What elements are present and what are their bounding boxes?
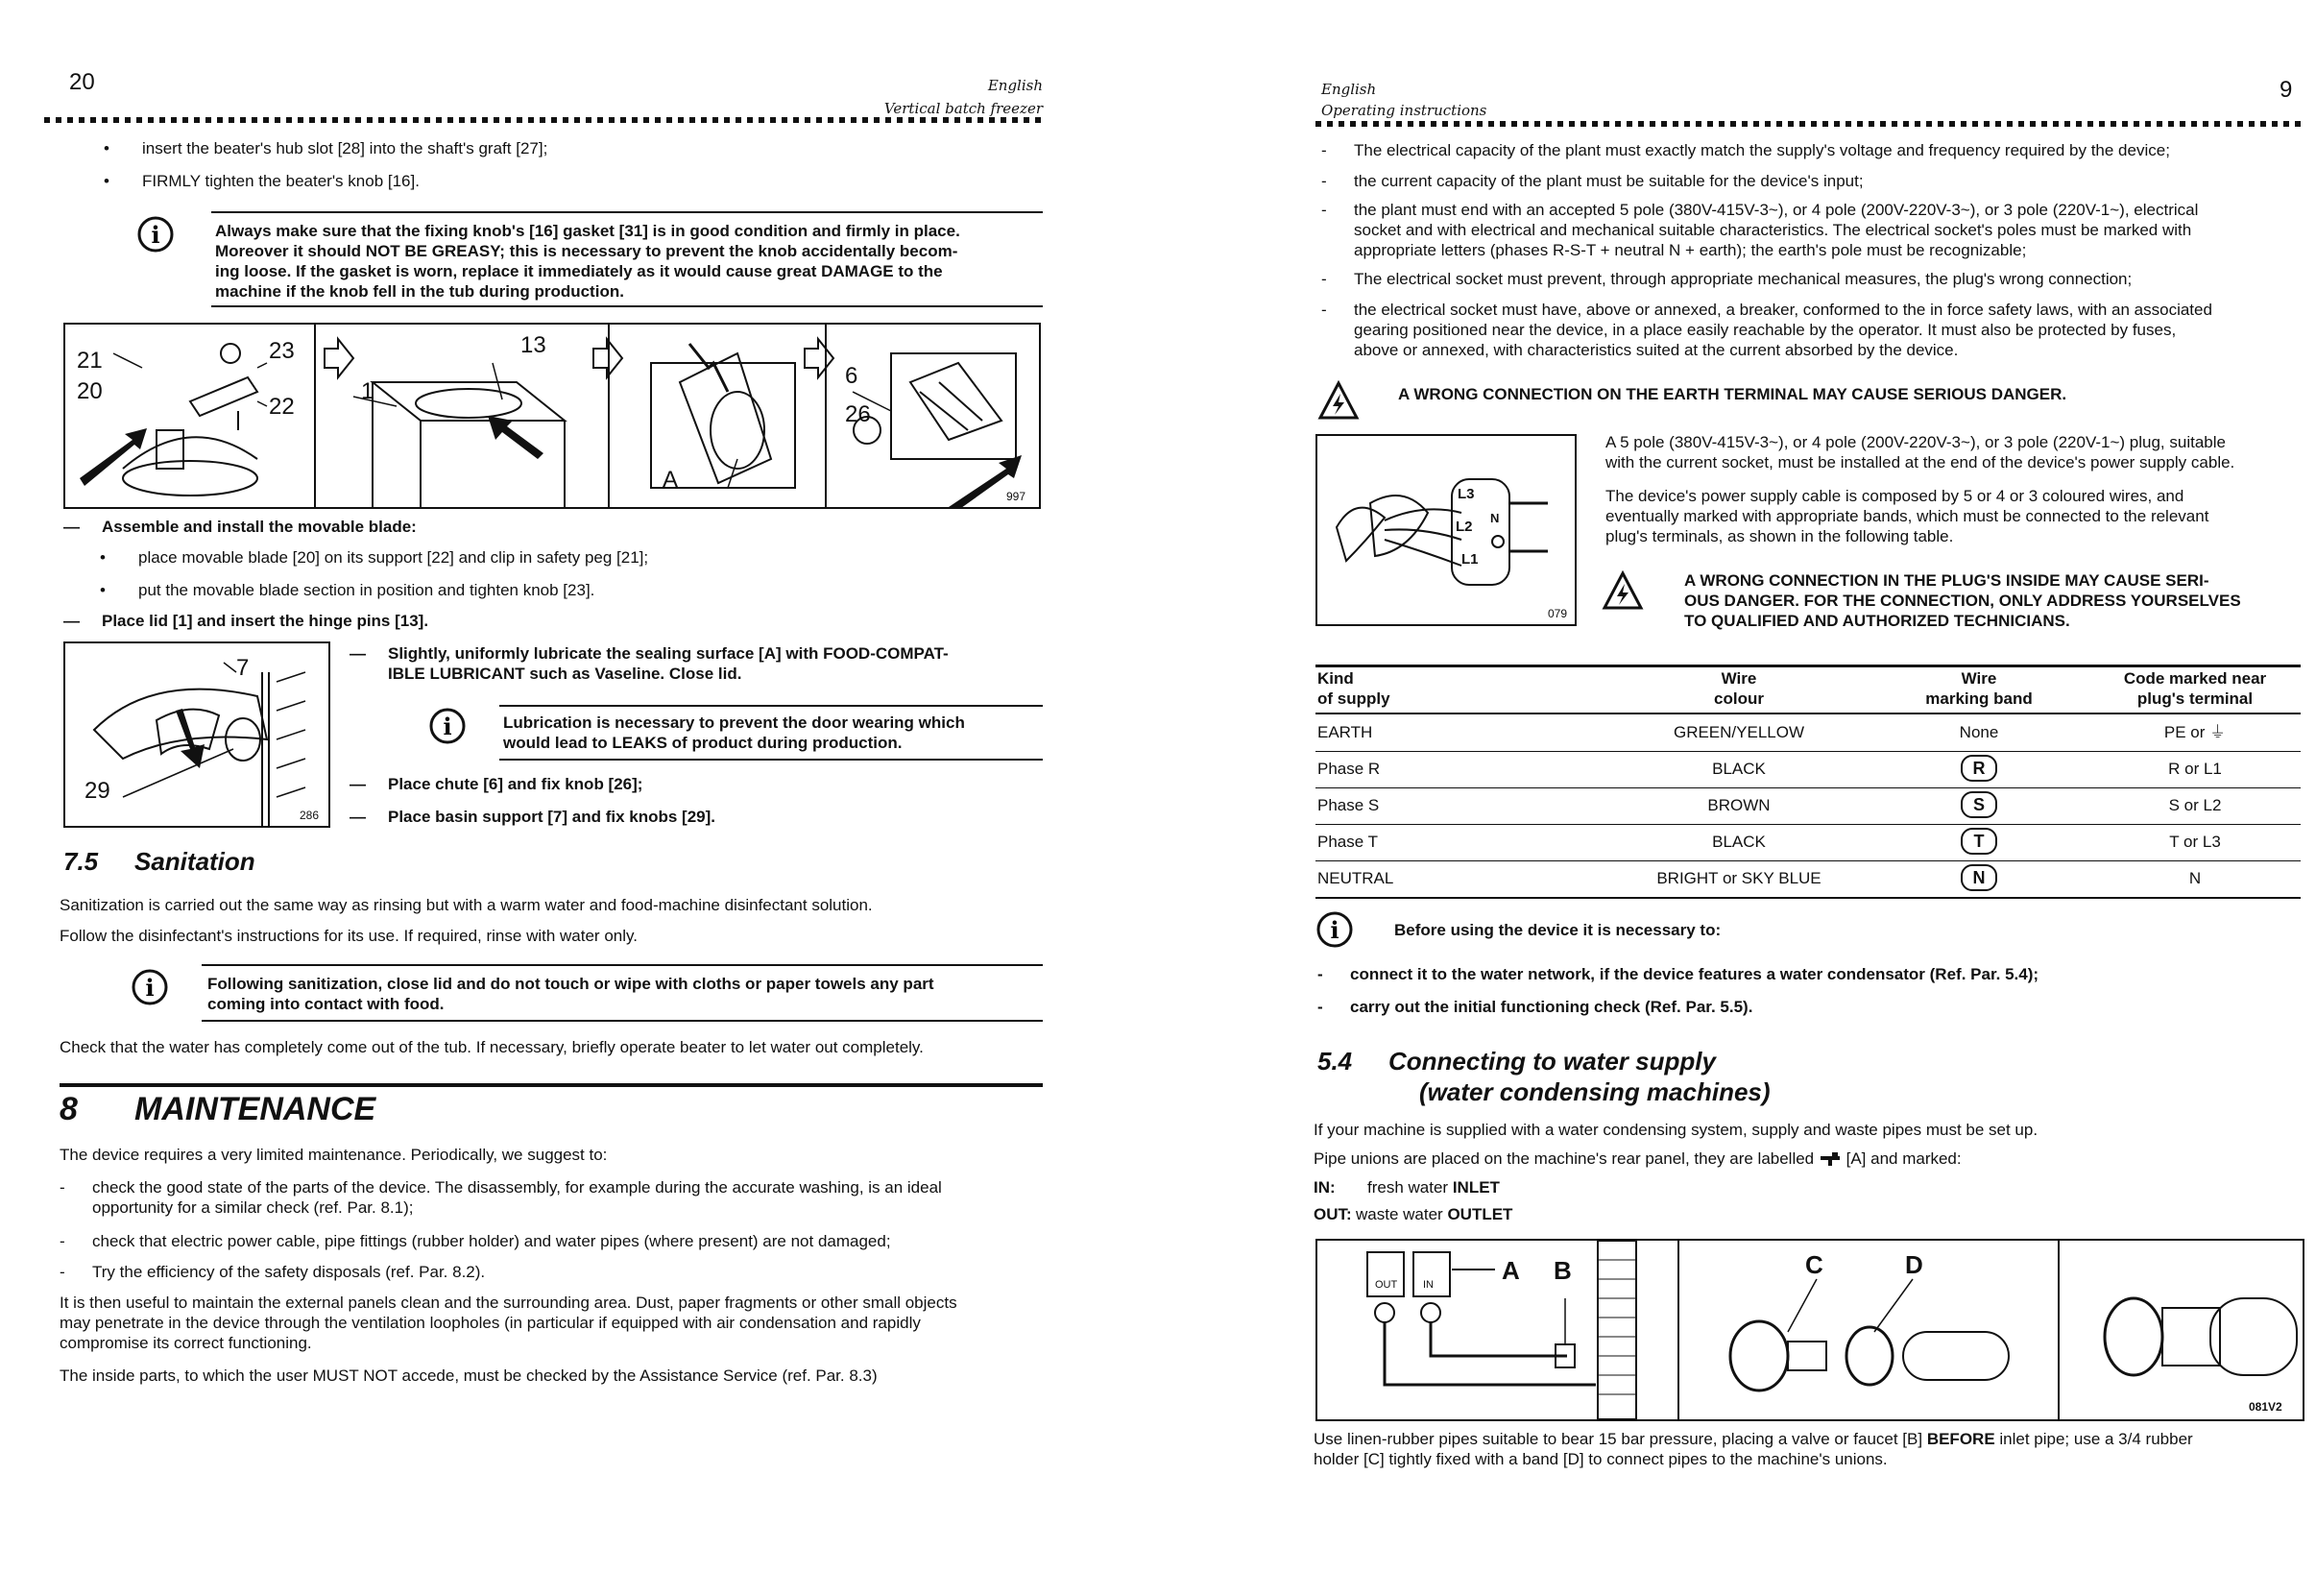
svg-text:i: i — [151, 221, 160, 249]
table-cell: Phase T — [1317, 833, 1379, 851]
section-8-title: MAINTENANCE — [134, 1091, 376, 1127]
table-rule-header — [1315, 713, 2301, 714]
maintenance-paragraph: It is then useful to maintain the external panels clean and the surrounding area. Dust, paper fragments or other small objects may penetrate in the device through the ventilation loopholes (in particular if equipped with air condensation and rapidly compromise its correct functioning. — [60, 1294, 957, 1352]
header-marking-band: Wire marking band — [1925, 669, 2033, 708]
maintenance-item-3: - Try the efficiency of the safety disposals (ref. Par. 8.2). — [92, 1262, 485, 1282]
label-B: B — [1554, 1256, 1572, 1285]
info-icon — [428, 707, 467, 745]
note3-rule-top — [202, 964, 1043, 966]
faucet-icon — [1819, 1149, 1842, 1168]
warning-earth: A WRONG CONNECTION ON THE EARTH TERMINAL MAY CAUSE SERIOUS DANGER. — [1398, 385, 2067, 403]
label-21: 21 — [77, 348, 103, 374]
label-7: 7 — [236, 655, 250, 681]
page-number: 20 — [69, 69, 95, 95]
maintenance-intro: The device requires a very limited maintenance. Periodically, we suggest to: — [60, 1146, 608, 1164]
assemble-bullet-1: • place movable blade [20] on its support [22] and clip in safety peg [21]; — [138, 547, 648, 568]
before-item-2: - carry out the initial functioning check (Ref. Par. 5.5). — [1350, 997, 1752, 1017]
info-icon — [1315, 910, 1354, 949]
section-5-4-title-line2: (water condensing machines) — [1419, 1077, 1771, 1106]
header-language: English — [987, 77, 1043, 94]
table-cell: BROWN — [1707, 796, 1771, 814]
label-1: 1 — [361, 378, 374, 404]
maintenance-item-2: - check that electric power cable, pipe fittings (rubber holder) and water pipes (where present) are not damaged; — [92, 1231, 891, 1251]
table-cell: R or L1 — [2168, 760, 2222, 778]
header-terminal-code: Code marked near plug's terminal — [2123, 669, 2267, 708]
elec-item-1: - The electrical capacity of the plant must exactly match the supply's voltage and frequency required by the device; — [1354, 140, 2170, 160]
warning-plug-inside: A WRONG CONNECTION IN THE PLUG'S INSIDE MAY CAUSE SERI- OUS DANGER. FOR THE CONNECTION, ONLY ADDRESS YOURSELVES TO QUALIFIED AND AUTHORIZED TECHNICIANS. — [1684, 571, 2241, 630]
table-cell: BLACK — [1712, 760, 1766, 778]
in-port-label: IN — [1423, 1279, 1434, 1291]
table-rule-bottom — [1315, 897, 2301, 899]
place-basin: — Place basin support [7] and fix knobs [29]. — [388, 807, 715, 827]
warning-icon — [1602, 570, 1644, 611]
table-row-rule — [1315, 824, 2301, 825]
figure-code: 286 — [300, 809, 320, 822]
water-connection-figure — [1315, 1239, 2304, 1421]
header-rule — [1315, 121, 2301, 127]
marking-band-badge: S — [1961, 791, 1997, 818]
table-cell: None — [1959, 723, 1999, 741]
water-text-1: If your machine is supplied with a water condensing system, supply and waste pipes must be set up. — [1314, 1121, 2039, 1139]
label-A: A — [1502, 1256, 1520, 1285]
plug-text-2: The device's power supply cable is composed by 5 or 4 or 3 coloured wires, and eventually marked with appropriate bands, which must be connected to the relevant plug's terminals, as shown in the following table. — [1605, 487, 2209, 545]
label-29: 29 — [84, 778, 110, 804]
assemble-bullet-2: • put the movable blade section in position and tighten knob [23]. — [138, 580, 594, 600]
svg-text:i: i — [443, 713, 452, 740]
table-cell: EARTH — [1317, 723, 1373, 741]
terminal-L1: L1 — [1461, 551, 1479, 568]
svg-text:i: i — [1330, 916, 1339, 944]
table-cell: Phase R — [1317, 760, 1381, 778]
label-13: 13 — [520, 332, 546, 358]
table-cell: Phase S — [1317, 796, 1380, 814]
label-26: 26 — [845, 401, 871, 427]
terminal-L2: L2 — [1456, 519, 1473, 535]
plug-figure — [1315, 434, 1577, 626]
section-8-rule — [60, 1083, 1043, 1087]
table-cell: BLACK — [1712, 833, 1766, 851]
place-chute: — Place chute [6] and fix knob [26]; — [388, 774, 642, 794]
in-text: fresh water INLET — [1367, 1178, 1500, 1197]
header-kind: Kind of supply — [1317, 669, 1390, 708]
note2-rule-bottom — [499, 759, 1043, 761]
label-A: A — [663, 467, 679, 493]
table-cell: N — [2188, 869, 2202, 887]
note2-text: Lubrication is necessary to prevent the door wearing which would lead to LEAKS of product during production. — [503, 713, 965, 752]
table-cell: PE or ⏚ — [2163, 723, 2227, 741]
check-water-text: Check that the water has completely come out of the tub. If necessary, briefly operate beater to let water out completely. — [60, 1038, 924, 1056]
table-cell: NEUTRAL — [1317, 869, 1394, 887]
before-using-heading: Before using the device it is necessary to: — [1394, 921, 1722, 939]
table-cell: T or L3 — [2169, 833, 2221, 851]
label-D: D — [1905, 1250, 1923, 1279]
figure-code: 997 — [1006, 490, 1026, 503]
out-text: waste water OUTLET — [1356, 1205, 1513, 1223]
header-wire-colour: Wire colour — [1714, 669, 1764, 708]
water-text-2: Pipe unions are placed on the machine's rear panel, they are labelled [A] and marked: — [1314, 1149, 1962, 1168]
elec-item-5: - the electrical socket must have, above or annexed, a breaker, conformed to the in force safety laws, with an associated gearing positioned near the device, in a place easily reachable by the operator. It must also be protected by fuses, above or annexed, with characteristics suited at the current absorbed by the device. — [1354, 300, 2304, 360]
section-7-5-title: Sanitation — [134, 847, 255, 876]
before-item-1: - connect it to the water network, if the device features a water condensator (Ref. Par. 5.4); — [1350, 964, 2039, 984]
elec-item-3: - the plant must end with an accepted 5 pole (380V-415V-3~), or 4 pole (200V-220V-3~), or 3 pole (220V-1~), electrical socket and with electrical and mechanical suitable characteristics. The electrical socket's poles must be marked with appropriate letters (phases R-S-T + neutral N + earth); the earth's pole must be recognizable; — [1354, 200, 2304, 260]
header-title: Operating instructions — [1321, 102, 1487, 119]
note1-rule-bottom — [211, 305, 1043, 307]
page-number: 9 — [2280, 77, 2293, 103]
bullet-tighten-knob: • FIRMLY tighten the beater's knob [16]. — [142, 171, 420, 191]
table-cell: BRIGHT or SKY BLUE — [1656, 869, 1821, 887]
table-cell: S or L2 — [2168, 796, 2222, 814]
out-label: OUT: — [1314, 1205, 1352, 1223]
lubricate-instruction: — Slightly, uniformly lubricate the sealing surface [A] with FOOD-COMPAT- IBLE LUBRICANT such as Vaseline. Close lid. — [388, 643, 1041, 684]
bullet-insert-hub: • insert the beater's hub slot [28] into the shaft's graft [27]; — [142, 138, 547, 158]
info-icon — [136, 215, 175, 254]
plug-text-1: A 5 pole (380V-415V-3~), or 4 pole (200V-220V-3~), or 3 pole (220V-1~) plug, suitable with the current socket, must be installed at the end of the device's power supply cable. — [1605, 433, 2235, 472]
maintenance-item-1: - check the good state of the parts of the device. The disassembly, for example during the accurate washing, is an ideal opportunity for a similar check (ref. Par. 8.1); — [92, 1177, 1043, 1218]
lid-lubrication-figure — [63, 641, 330, 828]
label-23: 23 — [269, 338, 295, 364]
label-22: 22 — [269, 394, 295, 420]
section-5-4-number: 5.4 — [1317, 1047, 1353, 1076]
sanitation-text-1: Sanitization is carried out the same way as rinsing but with a warm water and food-machine disinfectant solution. — [60, 896, 873, 914]
note1-text: Always make sure that the fixing knob's [16] gasket [31] is in good condition and firmly in place. Moreover it should NOT BE GREASY; this is necessary to prevent the knob accidentally becom- ing loose. If the gasket is worn, replace it immediately as it would cause great DAMAGE to the machine if the knob fell in the tub during production. — [215, 222, 960, 301]
figure-code: 079 — [1548, 607, 1568, 620]
marking-band-badge: R — [1961, 755, 1997, 782]
table-cell: GREEN/YELLOW — [1673, 723, 1805, 741]
assemble-heading: — Assemble and install the movable blade: — [102, 517, 417, 537]
label-C: C — [1805, 1250, 1823, 1279]
pipes-text: Use linen-rubber pipes suitable to bear 15 bar pressure, placing a valve or faucet [B] BEFORE inlet pipe; use a 3/4 rubber holder [C] tightly fixed with a band [D] to connect pipes to the machine's unions. — [1314, 1430, 2193, 1468]
warning-icon — [1317, 380, 1360, 421]
marking-band-badge: N — [1961, 864, 1997, 891]
header-title: Vertical batch freezer — [883, 100, 1043, 117]
blade-assembly-figure — [63, 323, 1041, 509]
table-row-rule — [1315, 860, 2301, 861]
table-rule-top — [1315, 665, 2301, 667]
terminal-N: N — [1490, 511, 1500, 525]
table-row-rule — [1315, 787, 2301, 788]
note1-rule-top — [211, 211, 1043, 213]
place-lid: — Place lid [1] and insert the hinge pins [13]. — [102, 611, 428, 631]
label-6: 6 — [845, 363, 858, 389]
section-8-number: 8 — [60, 1091, 78, 1127]
note3-rule-bottom — [202, 1020, 1043, 1022]
out-port-label: OUT — [1375, 1279, 1398, 1291]
section-7-5-number: 7.5 — [63, 847, 99, 876]
svg-text:i: i — [145, 974, 155, 1002]
terminal-L3: L3 — [1458, 486, 1475, 502]
marking-band-badge: T — [1961, 828, 1997, 855]
section-5-4-title-line1: Connecting to water supply — [1388, 1047, 1716, 1076]
label-20: 20 — [77, 378, 103, 404]
sanitation-text-2: Follow the disinfectant's instructions for its use. If required, rinse with water only. — [60, 927, 638, 945]
note3-text: Following sanitization, close lid and do not touch or wipe with cloths or paper towels any part coming into contact with food. — [207, 975, 934, 1013]
header-language: English — [1321, 81, 1377, 98]
header-rule — [44, 117, 1043, 123]
maintenance-inside-parts: The inside parts, to which the user MUST NOT accede, must be checked by the Assistance Service (ref. Par. 8.3) — [60, 1366, 878, 1385]
elec-item-2: - the current capacity of the plant must be suitable for the device's input; — [1354, 171, 1864, 191]
in-label: IN: — [1314, 1178, 1336, 1197]
note2-rule-top — [499, 705, 1043, 707]
table-row-rule — [1315, 751, 2301, 752]
elec-item-4: - The electrical socket must prevent, through appropriate mechanical measures, the plug's wrong connection; — [1354, 269, 2132, 289]
info-icon — [131, 968, 169, 1006]
right-page — [1158, 0, 2316, 1596]
figure-code: 081V2 — [2249, 1400, 2282, 1414]
